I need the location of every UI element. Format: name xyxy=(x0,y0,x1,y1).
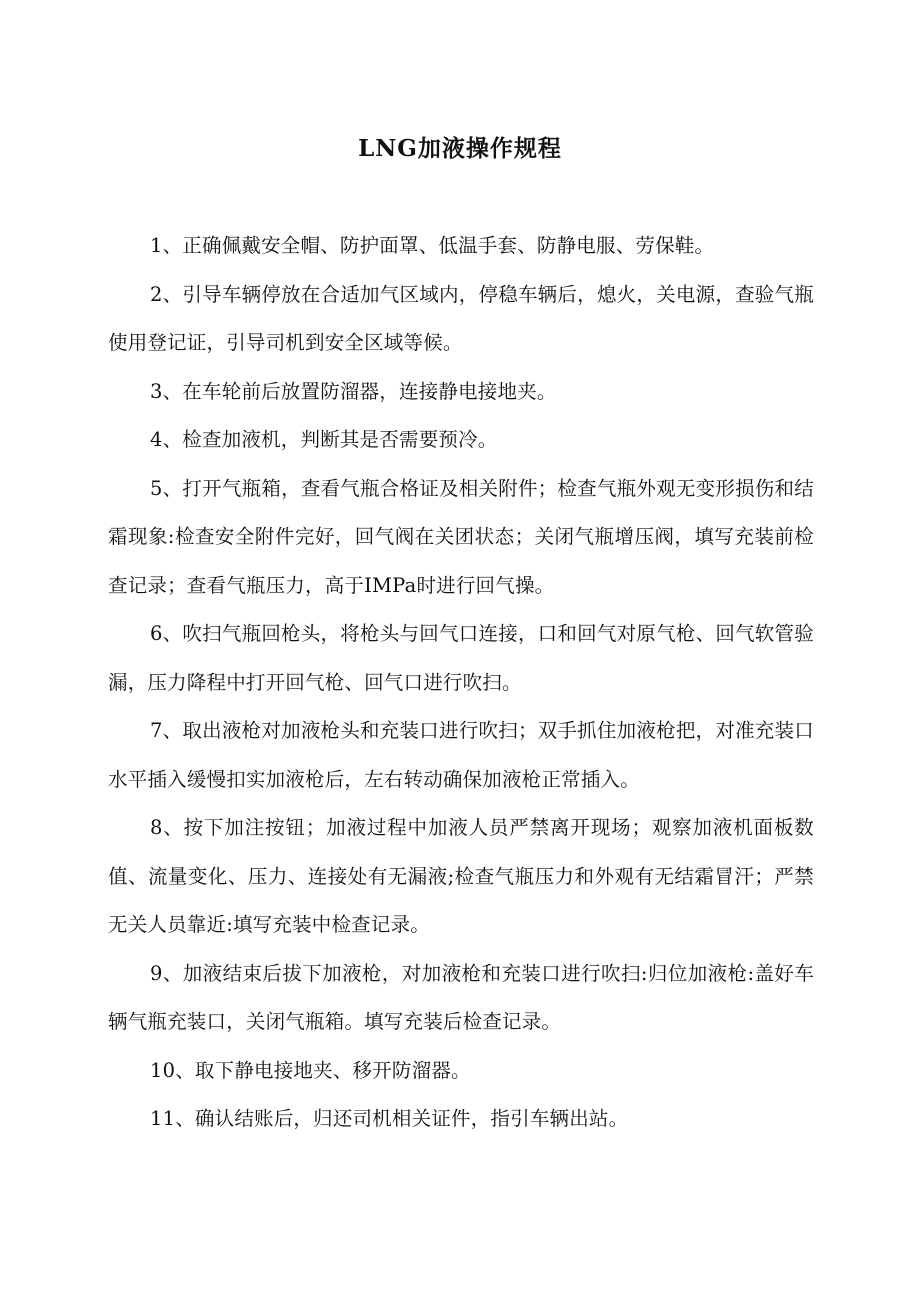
step-6: 6、吹扫气瓶回枪头，将枪头与回气口连接，口和回气对原气枪、回气软管验漏，压力降程中打开回气枪、回气口进行吹扫。 xyxy=(108,622,814,694)
step-4: 4、检查加液机，判断其是否需要预冷。 xyxy=(150,428,498,451)
document-title: LNG加液操作规程 xyxy=(358,135,562,162)
step-11: 11、确认结账后，归还司机相关证件，指引车辆出站。 xyxy=(150,1107,629,1130)
procedure-steps xyxy=(108,222,814,1144)
step-2: 2、引导车辆停放在合适加气区域内，停稳车辆后，熄火，关电源，查验气瓶使用登记证，引导司机到安全区域等候。 xyxy=(108,282,814,354)
step-1: 1、正确佩戴安全帽、防护面罩、低温手套、防静电服、劳保鞋。 xyxy=(150,234,715,257)
step-7: 7、取出液枪对加液枪头和充装口进行吹扫；双手抓住加液枪把，对准充装口水平插入缓慢扣实加液枪后，左右转动确保加液枪正常插入。 xyxy=(108,719,814,791)
step-8: 8、按下加注按钮；加液过程中加液人员严禁离开现场；观察加液机面板数值、流量变化、压力、连接处有无漏液;检查气瓶压力和外观有无结霜冒汗；严禁无关人员靠近:填写充装中检查记录。 xyxy=(108,816,814,936)
step-9: 9、加液结束后拔下加液枪，对加液枪和充装口进行吹扫:归位加液枪:盖好车辆气瓶充装口，关闭气瓶箱。填写充装后检查记录。 xyxy=(108,961,814,1033)
step-5: 5、打开气瓶箱，查看气瓶合格证及相关附件；检查气瓶外观无变形损伤和结霜现象:检查安全附件完好，回气阀在关团状态；关闭气瓶增压阀，填写充装前检查记录；查看气瓶压力，高于IMPa时进行回气操。 xyxy=(108,476,814,597)
step-3: 3、在车轮前后放置防溜器，连接静电接地夹。 xyxy=(150,379,557,403)
step-10: 10、取下静电接地夹、移开防溜器。 xyxy=(150,1058,471,1082)
